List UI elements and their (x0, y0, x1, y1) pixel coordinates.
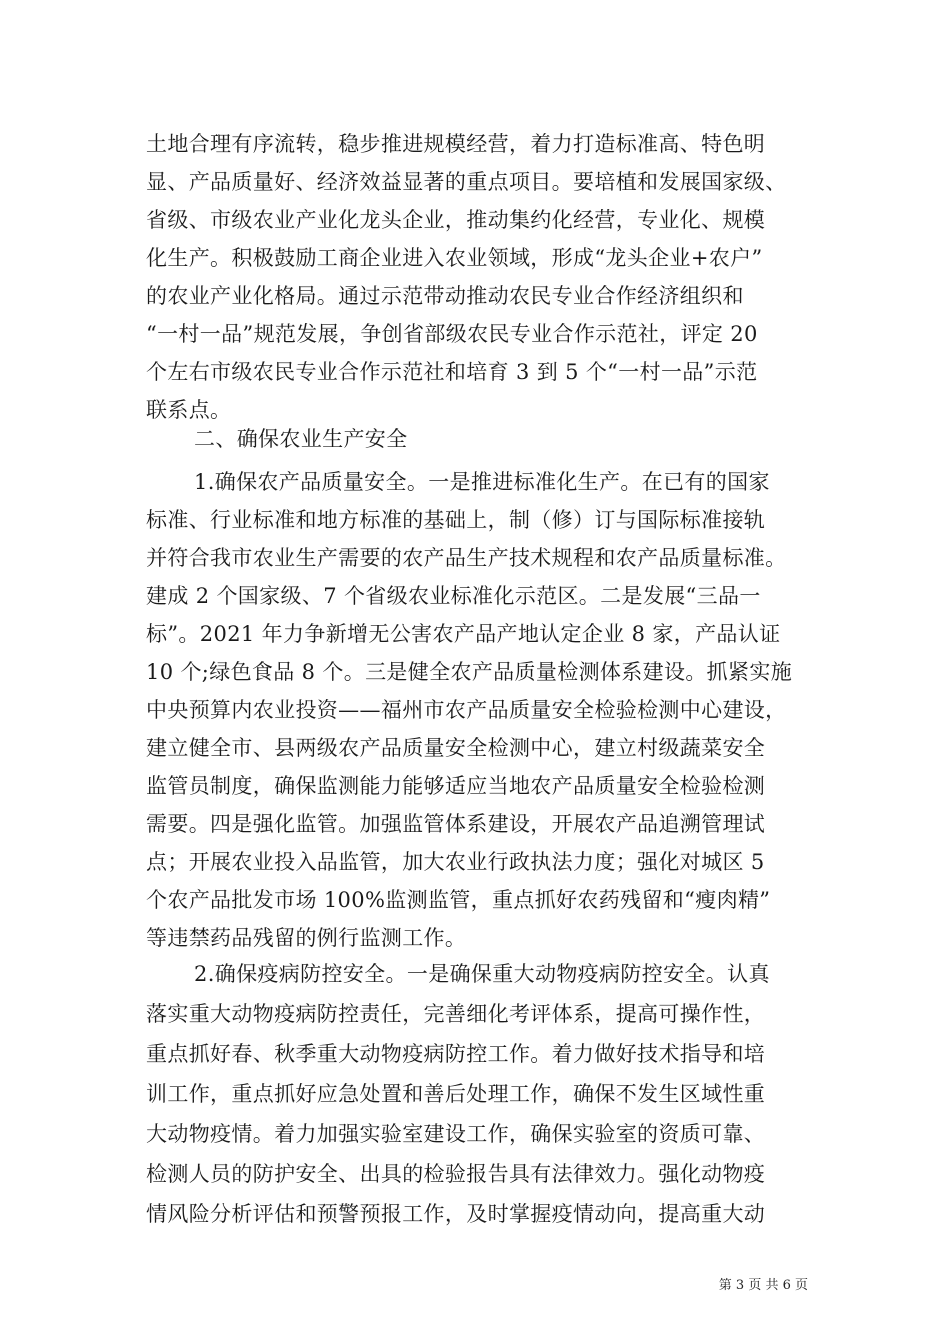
body-text-line: 训工作，重点抓好应急处置和善后处理工作，确保不发生区域性重 (146, 1082, 766, 1106)
body-text-line: 10 个;绿色食品 8 个。三是健全农产品质量检测体系建设。抓紧实施 (146, 660, 793, 684)
body-text-line: 标”。2021 年力争新增无公害农产品产地认定企业 8 家，产品认证 (146, 622, 781, 646)
body-text-line: 建成 2 个国家级、7 个省级农业标准化示范区。二是发展“三品一 (146, 584, 761, 608)
page-number-footer: 第 3 页 共 6 页 (718, 1278, 808, 1293)
section-heading: 二、确保农业生产安全 (194, 427, 408, 451)
body-text-line: 个左右市级农民专业合作示范社和培育 3 到 5 个“一村一品”示范 (146, 360, 758, 384)
body-text-line: 等违禁药品残留的例行监测工作。 (146, 926, 467, 950)
body-text-line: 土地合理有序流转，稳步推进规模经营，着力打造标准高、特色明 (146, 132, 766, 156)
body-text-line: 标准、行业标准和地方标准的基础上，制（修）订与国际标准接轨 (146, 508, 766, 532)
body-text-line: 监管员制度，确保监测能力能够适应当地农产品质量安全检验检测 (146, 774, 766, 798)
paragraph-first-line: 2.确保疫病防控安全。一是确保重大动物疫病防控安全。认真 (194, 962, 770, 986)
body-text-line: 省级、市级农业产业化龙头企业，推动集约化经营，专业化、规模 (146, 208, 766, 232)
body-text-line: 重点抓好春、秋季重大动物疫病防控工作。着力做好技术指导和培 (146, 1042, 766, 1066)
body-text-line: 建立健全市、县两级农产品质量安全检测中心，建立村级蔬菜安全 (146, 736, 766, 760)
body-text-line: 并符合我市农业生产需要的农产品生产技术规程和农产品质量标准。 (146, 546, 787, 570)
body-text-line: 大动物疫情。着力加强实验室建设工作，确保实验室的资质可靠、 (146, 1122, 766, 1146)
body-text-line: “一村一品”规范发展，争创省部级农民专业合作示范社，评定 20 (146, 322, 758, 346)
body-text-line: 化生产。积极鼓励工商企业进入农业领域，形成“龙头企业+农户” (146, 246, 763, 270)
body-text-line: 的农业产业化格局。通过示范带动推动农民专业合作经济组织和 (146, 284, 744, 308)
body-text-line: 联系点。 (146, 398, 232, 422)
body-text-line: 点；开展农业投入品监管，加大农业行政执法力度；强化对城区 5 (146, 850, 765, 874)
body-text-line: 中央预算内农业投资——福州市农产品质量安全检验检测中心建设， (146, 698, 787, 722)
body-text-line: 落实重大动物疫病防控责任，完善细化考评体系，提高可操作性， (146, 1002, 766, 1026)
body-text-line: 检测人员的防护安全、出具的检验报告具有法律效力。强化动物疫 (146, 1162, 766, 1186)
body-text-line: 情风险分析评估和预警预报工作，及时掌握疫情动向，提高重大动 (146, 1202, 766, 1226)
body-text-line: 需要。四是强化监管。加强监管体系建设，开展农产品追溯管理试 (146, 812, 766, 836)
body-text-line: 个农产品批发市场 100%监测监管，重点抓好农药残留和“瘦肉精” (146, 888, 771, 912)
body-text-line: 显、产品质量好、经济效益显著的重点项目。要培植和发展国家级、 (146, 170, 787, 194)
paragraph-first-line: 1.确保农产品质量安全。一是推进标准化生产。在已有的国家 (194, 470, 770, 494)
